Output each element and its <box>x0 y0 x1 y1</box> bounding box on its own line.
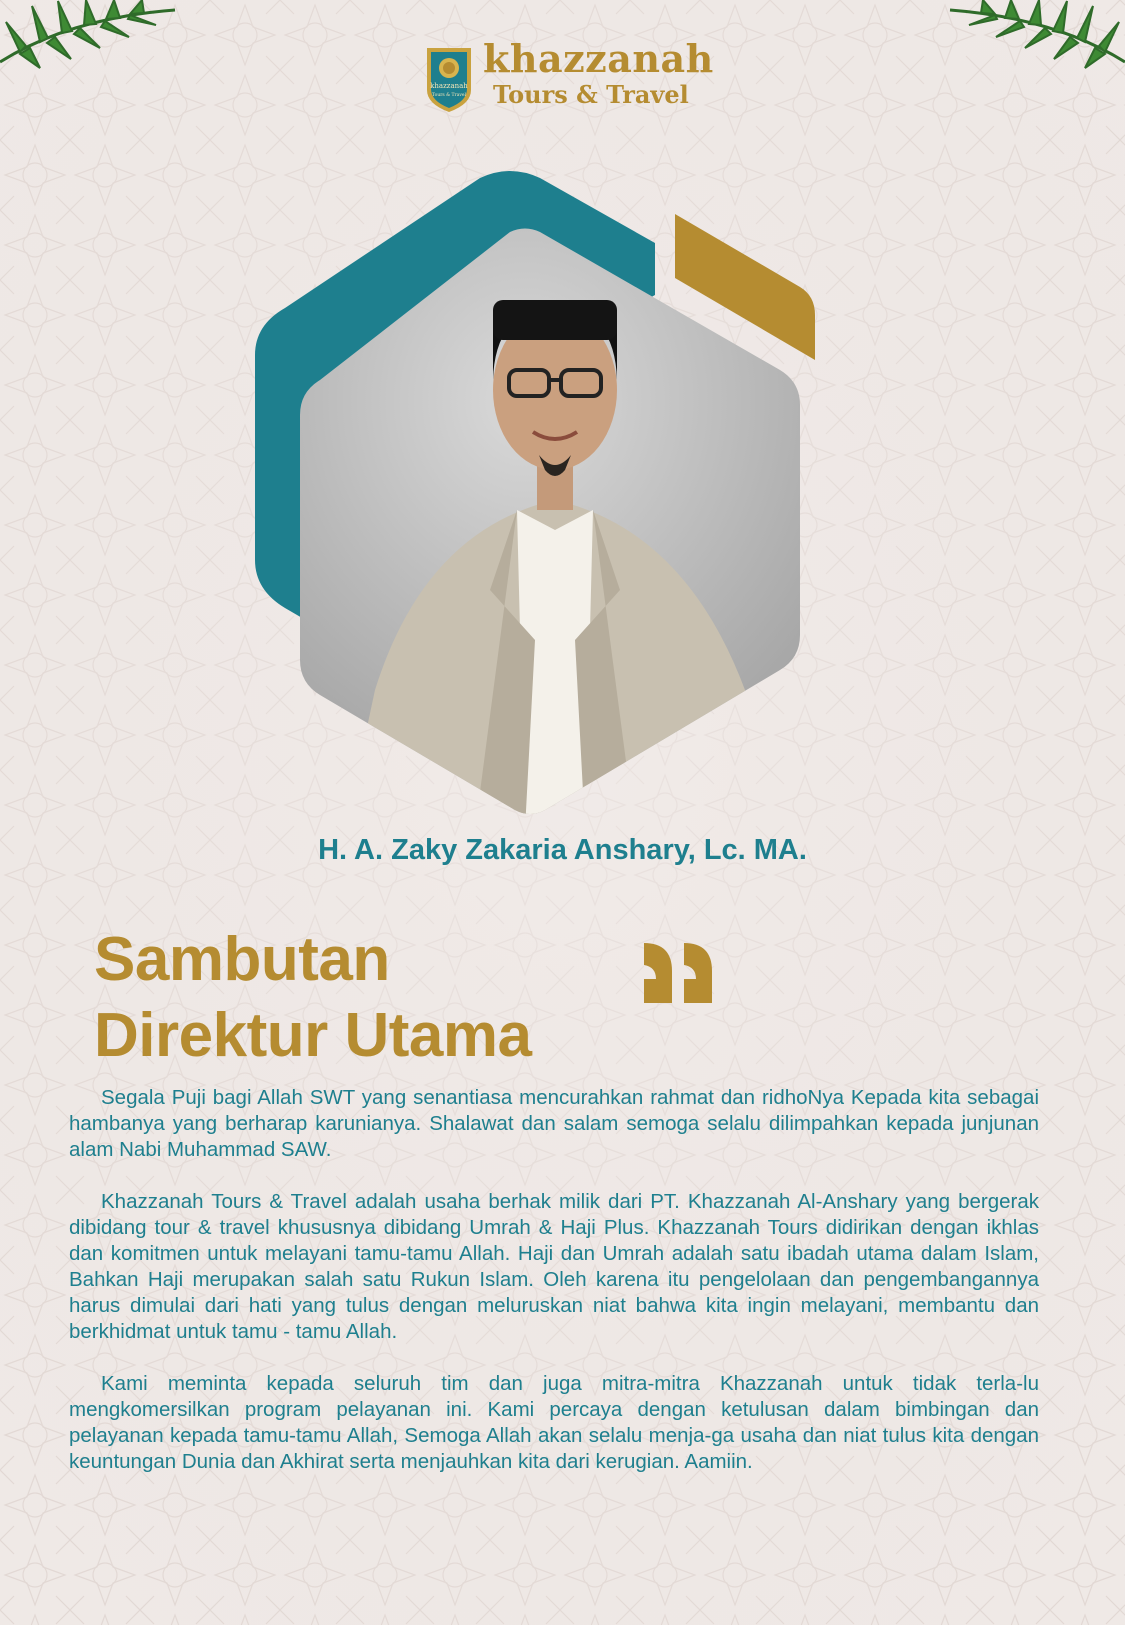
welcome-message <box>69 1085 1039 1501</box>
quote-mark-icon <box>642 937 714 1007</box>
director-portrait <box>255 170 855 830</box>
director-name: H. A. Zaky Zakaria Anshary, Lc. MA. <box>318 834 807 866</box>
svg-text:Tours & Travel: Tours & Travel <box>431 93 467 98</box>
paragraph-2: Khazzanah Tours & Travel adalah usaha berhak milik dari PT. Khazzanah Al-Anshary yang bergerak dibidang tour & travel khususnya dibidang Umrah & Haji Plus. Khazzanah Tours didirikan dengan ikhlas dan komitmen untuk melayani tamu-tamu Allah. Haji dan Umrah adalah satu ibadah utama dalam Islam, Bahkan Haji merupakan salah satu Rukun Islam. Oleh karena itu pengelolaan dan pengembangannya harus dimulai dari hati yang tulus dengan meluruskan niat bahwa kita ingin melayani, membantu dan berkhidmat untuk tamu - tamu Allah. <box>69 1190 1039 1343</box>
logo-badge-icon <box>423 46 475 114</box>
paragraph-1: Segala Puji bagi Allah SWT yang senantiasa mencurahkan rahmat dan ridhoNya Kepada kita sebagai hambanya yang berharap karunianya. Shalawat dan salam semoga selalu dilimpahkan kepada junjunan alam Nabi Muhammad SAW. <box>69 1086 1039 1161</box>
heading-line-2: Direktur Utama <box>94 1001 532 1070</box>
paragraph-3: Kami meminta kepada seluruh tim dan juga mitra-mitra Khazzanah untuk tidak terla-lu mengkomersilkan program pelayanan ini. Kami percaya dengan ketulusan dalam bimbingan dan pelayanan kepada tamu-tamu Allah, Semoga Allah akan selalu menja-ga usaha dan niat tulus kita dengan keuntungan Dunia dan Akhirat serta menjauhkan kita dari kerugian. Aamiin. <box>69 1372 1039 1473</box>
palm-leaf-left-icon <box>0 0 180 70</box>
heading-line-1: Sambutan <box>94 925 390 994</box>
logo-brand: khazzanah <box>483 36 714 81</box>
svg-text:khazzanah: khazzanah <box>430 82 468 90</box>
section-heading <box>94 922 531 1074</box>
logo-tagline: Tours & Travel <box>493 80 689 109</box>
company-logo <box>423 36 714 118</box>
palm-leaf-right-icon <box>945 0 1125 70</box>
